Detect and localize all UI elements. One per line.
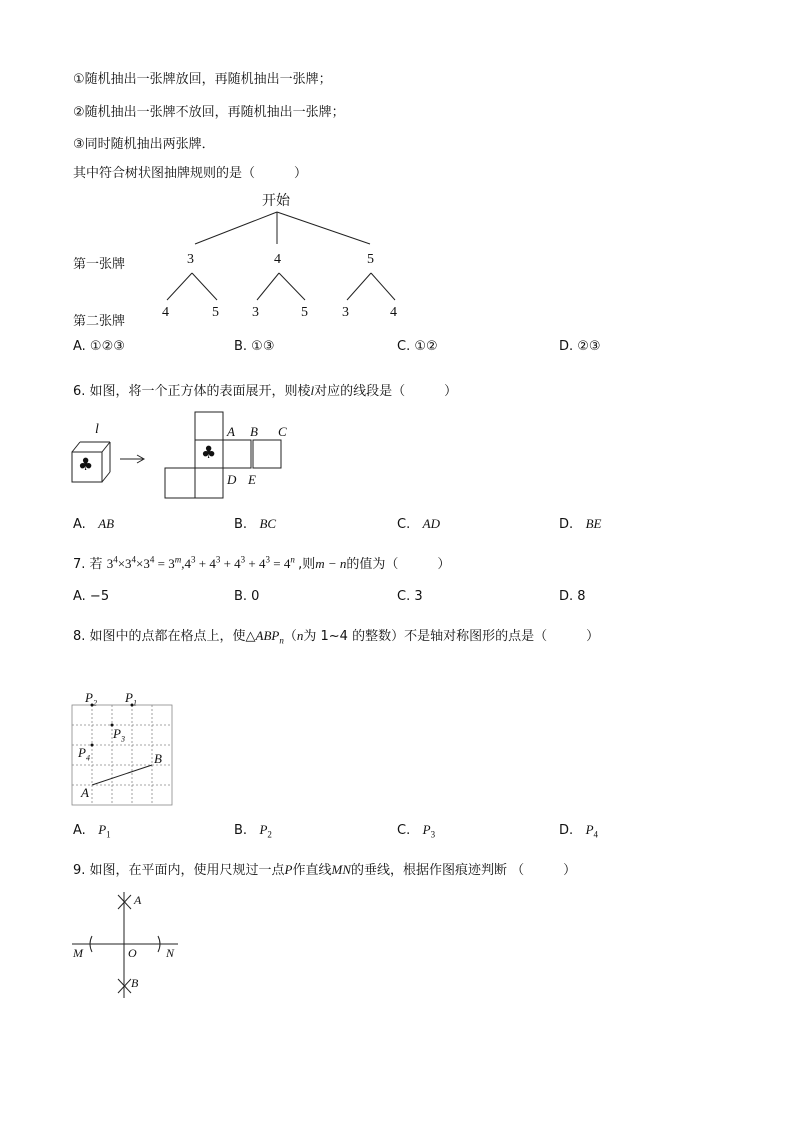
q8-option-b[interactable]: B. $P_2$ — [234, 822, 272, 840]
q8-option-d[interactable]: D. $P_4$ — [559, 822, 599, 840]
tree-l1-node: 5 — [367, 252, 374, 267]
net-point-d: D — [227, 472, 237, 487]
net-point-c: C — [278, 424, 287, 439]
q7-tail: ,则 — [298, 557, 316, 572]
intro-item-1: ①随机抽出一张牌放回，再随机抽出一张牌； — [73, 72, 332, 87]
option-letter: C. — [397, 517, 411, 532]
q8-n: n — [296, 628, 304, 643]
q5-question: 其中符合树状图抽牌规则的是（ ） — [73, 166, 308, 181]
intro-item-2: ②随机抽出一张牌不放回，再随机抽出一张牌； — [73, 105, 345, 120]
q8-abp: ABP — [255, 628, 280, 643]
q7-option-b[interactable]: B. 0 — [234, 589, 260, 604]
option-letter: D. — [559, 517, 574, 532]
tree-row2-label: 第二张牌 — [73, 314, 126, 329]
construction-label-o: O — [128, 946, 137, 960]
grid-label-p3: $P_3$ — [113, 726, 125, 744]
q6-stem-text-2: 对应的线段是（ ） — [314, 384, 458, 399]
q7-num: 7. 若 — [73, 557, 103, 572]
tree-l2-node: 3 — [252, 305, 259, 320]
q7-mn: m − n — [315, 556, 347, 571]
option-value: BC — [259, 516, 277, 531]
q7-eq1: $3^4\times 3^4\times 3^4 = 3^m,4^3 + 4^3 + 4^3 + 4^3 = 4^n$ — [106, 554, 295, 571]
club-icon: ♣ — [201, 443, 217, 463]
q7-tail-2: 的值为（ ） — [346, 557, 451, 572]
q5-option-b[interactable]: B. ①③ — [234, 339, 275, 354]
net-point-a: A — [227, 424, 235, 439]
grid-label-p4: $P_4$ — [78, 745, 90, 763]
q9-mn: MN — [331, 862, 352, 877]
construction-label-m: M — [73, 946, 83, 960]
q7-option-c[interactable]: C. 3 — [397, 589, 423, 604]
option-letter: B. — [234, 517, 248, 532]
option-value: AD — [422, 516, 440, 531]
tree-l1-node: 4 — [274, 252, 281, 267]
tree-l1-node: 3 — [187, 252, 194, 267]
option-value: AB — [98, 516, 115, 531]
q8-stem-text: 8. 如图中的点都在格点上，使△ — [73, 629, 256, 644]
cube-edge-label: l — [95, 422, 99, 437]
q7-option-a[interactable]: A. −5 — [73, 589, 110, 604]
q9-stem-text: 9. 如图，在平面内，使用尺规过一点 — [73, 863, 285, 878]
q7-option-d[interactable]: D. 8 — [559, 589, 586, 604]
q8-stem-text-2: 为 1~4 的整数）不是轴对称图形的点是（ ） — [303, 629, 600, 644]
tree-row1-label: 第一张牌 — [73, 257, 126, 272]
grid-label-a: A — [81, 785, 89, 800]
q6-stem-text: 6. 如图，将一个正方体的表面展开，则棱 — [73, 384, 311, 399]
tree-l2-node: 5 — [212, 305, 219, 320]
q8-sub: n — [279, 635, 284, 646]
tree-root: 开始 — [262, 193, 290, 209]
option-value: BE — [585, 516, 602, 531]
option-letter: A. — [73, 517, 86, 532]
grid-label-b: B — [154, 751, 162, 766]
q9-p: P — [284, 862, 293, 877]
intro-item-3: ③同时随机抽出两张牌． — [73, 137, 215, 152]
q5-option-c[interactable]: C. ①② — [397, 339, 438, 354]
q9-stem-text-2: 作直线 — [292, 863, 332, 878]
q5-option-d[interactable]: D. ②③ — [559, 339, 601, 354]
q5-option-a[interactable]: A. ①②③ — [73, 339, 125, 354]
q9-stem-text-3: 的垂线，根据作图痕迹判断 （ ） — [351, 863, 577, 878]
tree-l2-node: 5 — [301, 305, 308, 320]
grid-label-p2: $P_2$ — [85, 690, 97, 708]
q8-option-c[interactable]: C. $P_3$ — [397, 822, 436, 840]
q6-edge-var: l — [310, 383, 315, 398]
club-icon: ♣ — [78, 455, 94, 475]
construction-label-a: A — [134, 893, 142, 907]
net-point-e: E — [248, 472, 256, 487]
tree-l2-node: 3 — [342, 305, 349, 320]
construction-label-b: B — [131, 976, 139, 990]
q8-paren: （ — [283, 629, 297, 644]
tree-l2-node: 4 — [162, 305, 169, 320]
net-point-b: B — [250, 424, 258, 439]
grid-label-p1: $P_1$ — [125, 690, 137, 708]
q8-option-a[interactable]: A. $P_1$ — [73, 822, 111, 840]
tree-l2-node: 4 — [390, 305, 397, 320]
construction-label-n: N — [166, 946, 175, 960]
